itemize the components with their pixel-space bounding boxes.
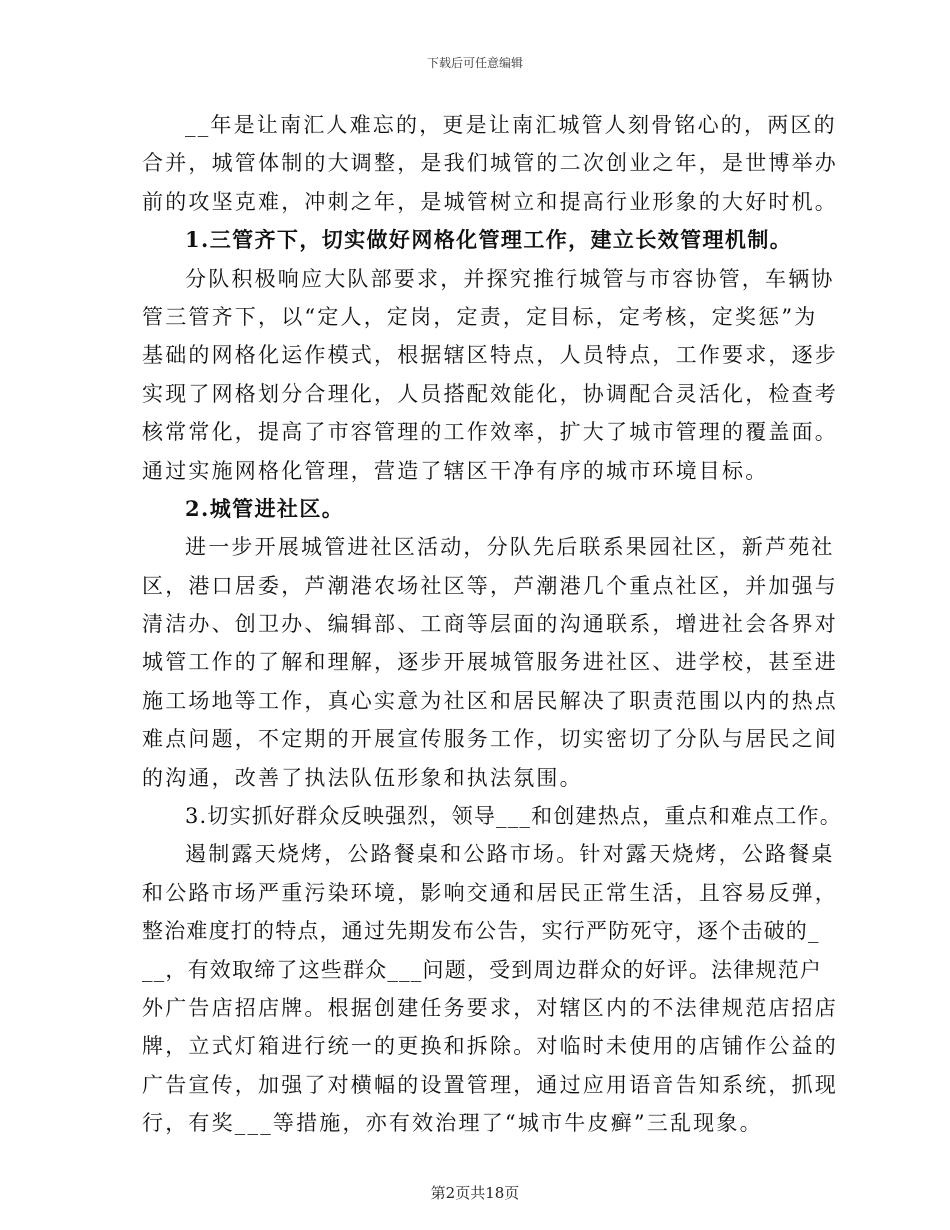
paragraph-line: 通过实施网格化管理，营造了辖区干净有序的城市环境目标。	[142, 458, 769, 483]
section-heading-3: 3.切实抓好群众反映强烈，领导___和创建热点，重点和难点工作。	[185, 804, 842, 829]
paragraph-line: 广告宣传，加强了对横幅的设置管理，通过应用语音告知系统，抓现	[142, 1072, 838, 1097]
paragraph-line: __年是让南汇人难忘的，更是让南汇城管人刻骨铭心的，两区的	[185, 113, 837, 137]
paragraph-line: 管三管齐下，以“定人，定岗，定责，定目标，定考核，定奖惩”为	[142, 304, 818, 329]
paragraph-line: 外广告店招店牌。根据创建任务要求，对辖区内的不法律规范店招店	[142, 995, 838, 1020]
paragraph-line: __，有效取缔了这些群众___问题，受到周边群众的好评。法律规范户	[142, 957, 823, 982]
paragraph-line: 行，有奖___等措施，亦有效治理了“城市牛皮癣”三乱现象。	[142, 1111, 763, 1136]
paragraph-line: 前的攻坚克难，冲刺之年，是城管树立和提高行业形象的大好时机。	[142, 189, 838, 214]
paragraph-line: 核常常化，提高了市容管理的工作效率，扩大了城市管理的覆盖面。	[142, 420, 838, 445]
paragraph-line: 区，港口居委，芦潮港农场社区等，芦潮港几个重点社区，并加强与	[142, 573, 838, 598]
page-header: 下载后可任意编辑	[426, 56, 523, 70]
paragraph-line: 城管工作的了解和理解，逐步开展城管服务进社区、进学校，甚至进	[142, 650, 838, 675]
paragraph-line: 基础的网格化运作模式，根据辖区特点，人员特点，工作要求，逐步	[142, 343, 838, 368]
paragraph-line: 实现了网格划分合理化，人员搭配效能化，协调配合灵活化，检查考	[142, 381, 838, 406]
paragraph-line: 整治难度打的特点，通过先期发布公告，实行严防死守，逐个击破的_	[142, 919, 820, 944]
paragraph-line: 清洁办、创卫办、编辑部、工商等层面的沟通联系，增进社会各界对	[142, 612, 838, 637]
paragraph-line: 的沟通，改善了执法队伍形象和执法氛围。	[142, 765, 583, 790]
section-heading-2: 2.城管进社区。	[185, 495, 345, 521]
paragraph-line: 进一步开展城管进社区活动，分队先后联系果园社区，新芦苑社	[185, 535, 835, 560]
section-heading-1: 1.三管齐下，切实做好网格化管理工作，建立长效管理机制。	[185, 227, 793, 253]
document-body	[142, 106, 842, 1143]
paragraph-line: 和公路市场严重污染环境，影响交通和居民正常生活，且容易反弹，	[142, 880, 838, 905]
paragraph-line: 施工场地等工作，真心实意为社区和居民解决了职责范围以内的热点	[142, 688, 838, 713]
page-footer: 第2页共18页	[430, 1184, 520, 1202]
paragraph-line: 合并，城管体制的大调整，是我们城管的二次创业之年，是世博举办	[142, 151, 838, 176]
paragraph-line: 遏制露天烧烤，公路餐桌和公路市场。针对露天烧烤，公路餐桌	[185, 842, 835, 867]
paragraph-line: 难点问题，不定期的开展宣传服务工作，切实密切了分队与居民之间	[142, 727, 838, 752]
paragraph-line: 牌，立式灯箱进行统一的更换和拆除。对临时未使用的店铺作公益的	[142, 1034, 838, 1059]
paragraph-line: 分队积极响应大队部要求，并探究推行城管与市容协管，车辆协	[185, 266, 835, 291]
